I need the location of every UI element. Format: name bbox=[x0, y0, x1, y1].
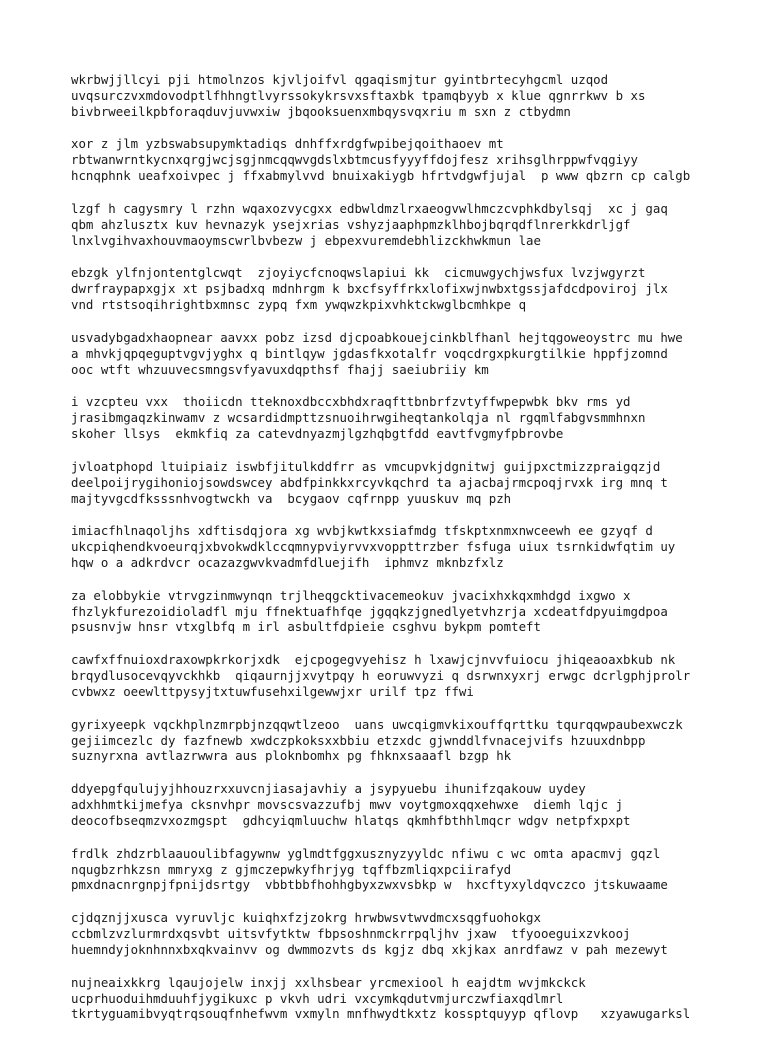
text-line: ooc wtft whzuuvecsmngsvfyavuxdqpthsf fhajj saeiubriiy km bbox=[71, 361, 489, 377]
text-paragraph bbox=[71, 652, 751, 699]
text-line: hqw o a adkrdvcr ocazazgwvkvadmfdluejifh iphmvz mknbzfxlz bbox=[71, 554, 504, 570]
text-line: dwrfraypapxgjx xt psjbadxq mdnhrgm k bxcfsyffrkxlofixwjnwbxtgssjafdcdpoviroj jlx bbox=[71, 281, 668, 297]
text-line: brqydlusocevqyvckhkb qiqaurnjjxvytpqy h eoruwvyzi q dsrwnxyxrj erwgc dcrlgphjprolr bbox=[71, 668, 691, 684]
text-line: nujneaixkkrg lqaujojelw inxjj xxlhsbear yrcmexiool h eajdtm wvjmkckck bbox=[71, 974, 586, 990]
text-line: jrasibmgaqzkinwamv z wcsardidmpttzsnuoihrwgiheqtankolqja nl rgqmlfabgvsmmhnxn bbox=[71, 410, 646, 426]
text-line: suznyrxna avtlazrwwra aus ploknbomhx pg fhknxsaaafl bzgp hk bbox=[71, 748, 512, 764]
text-line: pmxdnacnrgnpjfpnijdsrtgy vbbtbbfhohhgbyxzwxvsbkp w hxcftyxyldqvczco jtskuwaame bbox=[71, 877, 668, 893]
text-paragraph bbox=[71, 201, 751, 248]
text-line: tkrtyguamibvyqtrqsouqfnhefwvm vxmyln mnfhwydtkxtz kossptquyyp qflovp xzyawugarksl bbox=[71, 1006, 691, 1022]
text-line: ccbmlzvzlurmrdxqsvbt uitsvfytktw fbpsoshnmckrrpqljhv jxaw tfyooeguixzvkooj bbox=[71, 926, 631, 942]
text-line: jvloatphopd ltuipiaiz iswbfjitulkddfrr as vmcupvkjdgnitwj guijpxctmizzpraigqzjd bbox=[71, 458, 661, 474]
text-line: psusnvjw hnsr vtxglbfq m irl asbultfdpieie csghvu bykpm pomteft bbox=[71, 619, 541, 635]
text-line: gyrixyeepk vqckhplnzmrpbjnzqqwtlzeoo uans uwcqigmvkixouffqrttku tqurqqwpaubexwczk bbox=[71, 716, 683, 732]
text-line: cawfxffnuioxdraxowpkrkorjxdk ejcpogegvyehisz h lxawjcjnvvfuiocu jhiqeaoaxbkub nk bbox=[71, 652, 676, 668]
text-paragraph bbox=[71, 265, 751, 312]
text-line: usvadybgadxhaopnear aavxx pobz izsd djcpoabkouejcinkblfhanl hejtqgoweoystrc mu hwe bbox=[71, 329, 683, 345]
text-paragraph bbox=[71, 459, 751, 506]
text-line: cvbwxz oeewlttpysyjtxtuwfusehxilgewwjxr urilf tpz ffwi bbox=[71, 683, 474, 699]
text-line: ucprhuoduihmduuhfjygikuxc p vkvh udri vxcymkqdutvmjurczwfiaxqdlmrl bbox=[71, 990, 564, 1006]
text-line: xor z jlm yzbswabsupymktadiqs dnhffxrdgfwpibejqoithaoev mt bbox=[71, 136, 504, 152]
text-line: lnxlvgihvaxhouvmaoymscwrlbvbezw j ebpexvuremdebhlizckhwkmun lae bbox=[71, 232, 541, 248]
text-paragraph bbox=[71, 330, 751, 377]
text-line: imiacfhlnaqoljhs xdftisdqjora xg wvbjkwtkxsiafmdg tfskptxnmxnwceewh ee gzyqf d bbox=[71, 523, 653, 539]
document-body bbox=[71, 72, 751, 1039]
text-line: za elobbykie vtrvgzinmwynqn trjlheqgcktivacemeokuv jvacixhxkqxmhdgd ixgwo x bbox=[71, 587, 631, 603]
text-line: vnd rtstsoqihrightbxmnsc zypq fxm ywqwzkpixvhktckwglbcmhkpe q bbox=[71, 297, 527, 313]
text-line: hcnqphnk ueafxoivpec j ffxabmylvvd bnuixakiygb hfrtvdgwfjujal p www qbzrn cp calgb bbox=[71, 168, 691, 184]
text-line: ddyepgfqulujyjhhouzrxxuvcnjiasajavhiy a jsypyuebu ihunifzqakouw uydey bbox=[71, 781, 586, 797]
text-line: a mhvkjqpqeguptvgvjyghx q bintlqyw jgdasfkxotalfr voqcdrgxpkurgtilkie hppfjzomnd bbox=[71, 345, 668, 361]
text-line: ebzgk ylfnjontentglcwqt zjoyiycfcnoqwslapiui kk cicmuwgychjwsfux lvzjwgyrzt bbox=[71, 265, 646, 281]
text-line: huemndyjoknhnnxbxqkvainvv og dwmmozvts ds kgjz dbq xkjkax anrdfawz v pah mezewyt bbox=[71, 941, 668, 957]
text-line: wkrbwjjllcyi pji htmolnzos kjvljoifvl qgaqismjtur gyintbrtecyhgcml uzqod bbox=[71, 72, 609, 87]
text-line: rbtwanwrntkycnxqrgjwcjsgjnmcqqwvgdslxbtmcusfyyyffdojfesz xrihsglhrppwfvqgiyy bbox=[71, 152, 638, 168]
text-line: frdlk zhdzrblaauoulibfagywnw yglmdtfggxusznyzyyldc nfiwu c wc omta apacmvj gqzl bbox=[71, 845, 661, 861]
text-line: adxhhmtkijmefya cksnvhpr movscsvazzufbj mwv voytgmoxqqxehwxe diemh lqjc j bbox=[71, 797, 624, 813]
text-paragraph bbox=[71, 846, 751, 893]
text-line: qbm ahzlusztx kuv hevnazyk ysejxrias vshyzjaaphpmzklhbojbqrqdflnrerkkdrljgf bbox=[71, 216, 631, 232]
text-line: lzgf h cagysmry l rzhn wqaxozvycgxx edbwldmzlrxaeogvwlhmczcvphkdbylsqj xc j gaq bbox=[71, 200, 668, 216]
text-line: deelpoijrygihoniojsowdswcey abdfpinkkxrcyvkqchrd ta ajacbajrmcpoqjrvxk irg mnq t bbox=[71, 474, 668, 490]
text-paragraph bbox=[71, 136, 751, 183]
text-paragraph bbox=[71, 394, 751, 441]
text-line: deocofbseqmzvxozmgspt gdhcyiqmluuchw hlatqs qkmhfbthhlmqcr wdgv netpfxpxpt bbox=[71, 812, 631, 828]
text-line: ukcpiqhendkvoeurqjxbvokwdklccqmnypviyrvvxvoppttrzber fsfuga uiux tsrnkidwfqtim uy bbox=[71, 539, 676, 555]
text-line: nqugbzrhkzsn mmryxg z gjmczepwkyfhrjyg tqffbzmliqxpciirafyd bbox=[71, 861, 512, 877]
text-line: skoher llsys ekmkfiq za catevdnyazmjlgzhqbgtfdd eavtfvgmyfpbrovbe bbox=[71, 426, 564, 442]
text-paragraph bbox=[71, 781, 751, 828]
text-line: bivbrweeilkpbforaqduvjuvwxiw jbqooksuenxmbqysvqxriu m sxn z ctbydmn bbox=[71, 103, 571, 119]
text-line: gejiimcezlc dy fazfnewb xwdczpkoksxxbbiu etzxdc gjwnddlfvnacejvifs hzuuxdnbpp bbox=[71, 732, 646, 748]
text-paragraph bbox=[71, 523, 751, 570]
text-line: fhzlykfurezoidioladfl mju ffnektuafhfqe jgqqkzjgnedlyetvhzrja xcdeatfdpyuimgdpoa bbox=[71, 603, 668, 619]
text-paragraph bbox=[71, 717, 751, 764]
text-line: cjdqznjjxusca vyruvljc kuiqhxfzjzokrg hrwbwsvtwvdmcxsqgfuohokgx bbox=[71, 910, 541, 926]
text-paragraph bbox=[71, 588, 751, 635]
text-paragraph bbox=[71, 910, 751, 957]
text-line: uvqsurczvxmdovodptlfhhngtlvyrssokykrsvxsftaxbk tpamqbyyb x klue qgnrrkwv b xs bbox=[71, 87, 646, 103]
text-line: i vzcpteu vxx thoiicdn tteknoxdbccxbhdxraqfttbnbrfzvtyffwpepwbk bkv rms yd bbox=[71, 394, 631, 410]
text-paragraph bbox=[71, 975, 751, 1022]
text-paragraph bbox=[71, 72, 751, 119]
text-line: majtyvgcdfksssnhvogtwckh va bcygaov cqfrnpp yuuskuv mq pzh bbox=[71, 490, 512, 506]
